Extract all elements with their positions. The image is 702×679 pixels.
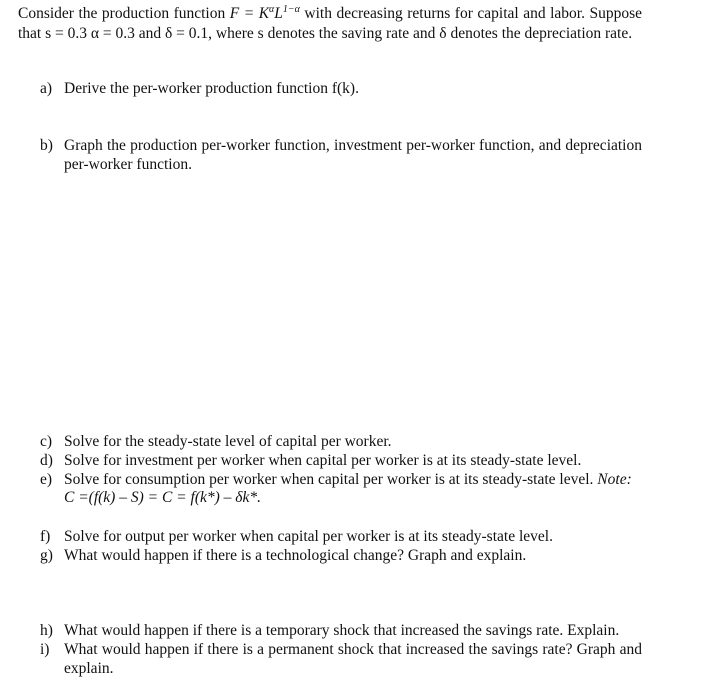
question-label: i) — [40, 641, 50, 658]
question-text: Solve for investment per worker when capital per worker is at its steady-state level. — [64, 452, 582, 469]
question-text: What would happen if there is a temporary shock that increased the savings rate. Explain. — [64, 622, 620, 639]
question-text: Graph the production per-worker function, investment per-worker function, and depreciation per-worker function. — [64, 137, 642, 173]
question-g — [40, 546, 642, 565]
question-text: Derive the per-worker production function f(k). — [64, 80, 359, 97]
question-label: a) — [40, 80, 53, 97]
question-text: Solve for output per worker when capital per worker is at its steady-state level. — [64, 528, 553, 545]
question-c — [40, 432, 642, 451]
question-e — [40, 470, 642, 489]
question-h — [40, 621, 642, 640]
question-f — [40, 527, 642, 546]
question-text: Solve for the steady-state level of capital per worker. — [64, 433, 392, 450]
alpha-exponent: α — [269, 4, 275, 15]
labor-symbol: L — [274, 5, 283, 22]
question-text: What would happen if there is a permanent shock that increased the savings rate? Graph and explain. — [64, 641, 642, 677]
labor-exponent: 1−α — [282, 4, 300, 15]
question-text: Solve for consumption per worker when capital per worker is at its steady-state level. — [64, 471, 598, 488]
note-label: Note: — [597, 471, 632, 488]
note-formula: C =(f(k) – S) = C = f(k*) – δk*. — [64, 489, 261, 506]
production-function-formula: F = K — [229, 5, 270, 22]
problem-intro — [18, 4, 642, 44]
question-label: b) — [40, 137, 53, 154]
question-label: d) — [40, 452, 53, 469]
question-label: g) — [40, 547, 53, 564]
question-i — [40, 640, 642, 678]
intro-lead: Consider the production function — [18, 5, 230, 22]
question-label: h) — [40, 622, 53, 639]
question-a — [40, 79, 642, 98]
question-label: e) — [40, 471, 53, 488]
question-label: c) — [40, 433, 53, 450]
question-label: f) — [40, 528, 51, 545]
question-d — [40, 451, 642, 470]
question-text: What would happen if there is a technological change? Graph and explain. — [64, 547, 527, 564]
intro-rest: with decreasing returns for capital and labor. Suppose that s = 0.3 α = 0.3 and δ = 0.1, where s denotes the saving rate and δ denotes the depreciation rate. — [18, 5, 642, 42]
question-b — [40, 136, 642, 174]
